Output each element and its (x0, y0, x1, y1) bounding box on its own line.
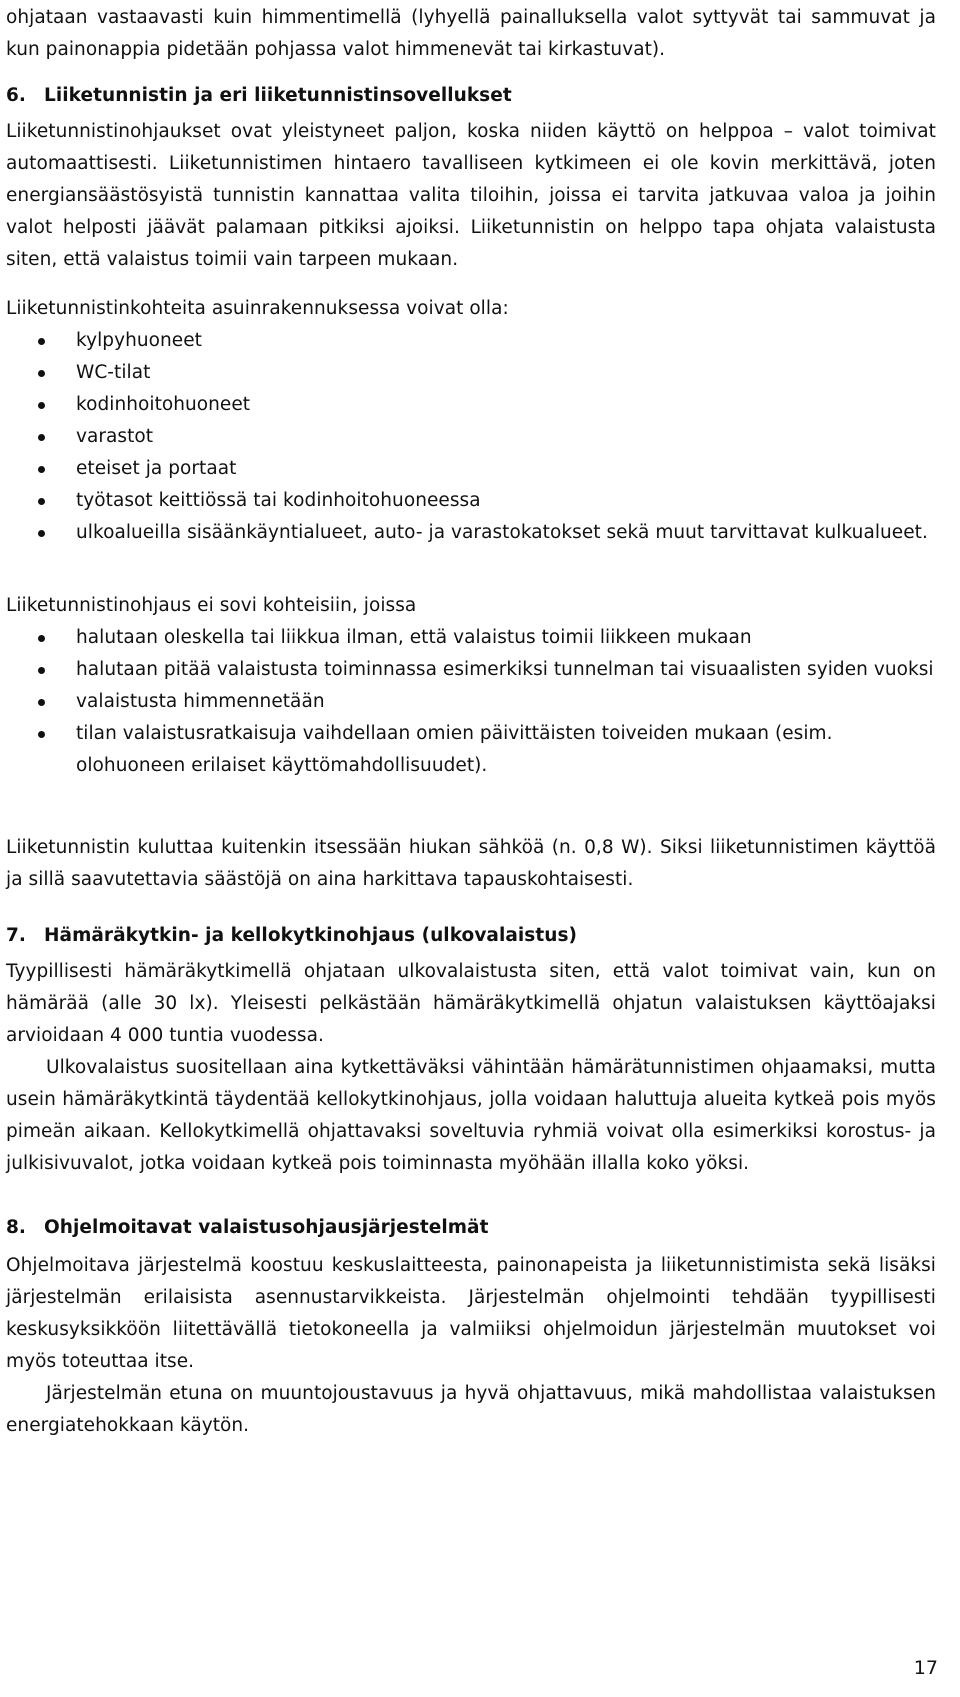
section-7-heading (6, 920, 936, 952)
list-item: WC-tilat (6, 357, 936, 389)
section-7-body (6, 956, 936, 1180)
section-8-heading (6, 1212, 936, 1244)
section-8-number: 8. (6, 1217, 27, 1238)
list-2 (6, 622, 936, 782)
section-8-title: Ohjelmoitavat valaistusohjausjärjestelmät (44, 1217, 489, 1238)
bullet-icon (38, 402, 45, 409)
section-6-heading (6, 80, 936, 112)
intro-paragraph: ohjataan vastaavasti kuin himmentimellä (lyhyellä painalluksella valot syttyvät tai sammuvat ja kun painonappia pidetään pohjassa valot himmenevät tai kirkastuvat). (6, 7, 936, 60)
section-6-number: 6. (6, 85, 27, 106)
section-7-paragraph-2: Ulkovalaistus suositellaan aina kytkettäväksi vähintään hämärätunnistimen ohjaamaksi, mutta usein hämäräkytkintä täydentää kellokytkinohjaus, jolla voidaan haluttuja alueita kytkeä pois myös pimeän aikaan. Kellokytkimellä ohjattavaksi soveltuvia ryhmiä voivat olla esimerkiksi korostus- ja julkisivuvalot, jotka voidaan kytkeä pois toiminnasta myöhään illalla koko yöksi. (6, 1057, 936, 1174)
list-2-intro: Liiketunnistinohjaus ei sovi kohteisiin, joissa (6, 595, 417, 616)
section-7-paragraph-1: Tyypillisesti hämäräkytkimellä ohjataan ulkovalaistusta siten, että valot toimivat vain, kun on hämärää (alle 30 lx). Yleisesti pelkästään hämäräkytkimellä ohjatun valaistuksen käyttöajaksi arvioidaan 4 000 tuntia vuodessa. (6, 961, 936, 1046)
bullet-icon (38, 635, 45, 642)
section-8-body (6, 1250, 936, 1442)
list-1 (6, 325, 936, 549)
list-item: tilan valaistusratkaisuja vaihdellaan omien päivittäisten toiveiden mukaan (esim. olohuoneen erilaiset käyttömahdollisuudet). (6, 718, 936, 782)
bullet-icon (38, 530, 45, 537)
section-6-list-1-block (6, 293, 936, 549)
bullet-icon (38, 498, 45, 505)
list-item: kodinhoitohuoneet (6, 389, 936, 421)
list-item: eteiset ja portaat (6, 453, 936, 485)
list-item: valaistusta himmennetään (6, 686, 936, 718)
section-7-title: Hämäräkytkin- ja kellokytkinohjaus (ulkovalaistus) (44, 925, 578, 946)
list-item: halutaan pitää valaistusta toiminnassa esimerkiksi tunnelman tai visuaalisten syiden vuoksi (6, 654, 936, 686)
list-1-intro: Liiketunnistinkohteita asuinrakennuksessa voivat olla: (6, 298, 509, 319)
section-8-paragraph-2: Järjestelmän etuna on muuntojoustavuus ja hyvä ohjattavuus, mikä mahdollistaa valaistuksen energiatehokkaan käytön. (6, 1383, 936, 1436)
section-6-paragraph-last: Liiketunnistin kuluttaa kuitenkin itsessään hiukan sähköä (n. 0,8 W). Siksi liiketunnistimen käyttöä ja sillä saavutettavia säästöjä on aina harkittava tapauskohtaisesti. (6, 837, 936, 890)
section-8-paragraph-1: Ohjelmoitava järjestelmä koostuu keskuslaitteesta, painonapeista ja liiketunnistimista sekä lisäksi järjestelmän erilaisista asennustarvikkeista. Järjestelmän ohjelmointi tehdään tyypillisesti keskusyksikköön liitettävällä tietokoneella ja valmiiksi ohjelmoidun järjestelmän muutokset voi myös toteuttaa itse. (6, 1255, 936, 1372)
section-6-paragraph-1: Liiketunnistinohjaukset ovat yleistyneet paljon, koska niiden käyttö on helppoa – valot toimivat automaattisesti. Liiketunnistimen hintaero tavalliseen kytkimeen ei ole kovin merkittävä, joten energiansäästösyistä tunnistin kannattaa valita tiloihin, joissa ei tarvita jatkuvaa valoa ja joihin valot helposti jäävät palamaan pitkiksi ajoiksi. Liiketunnistin on helppo tapa ohjata valaistusta siten, että valaistus toimii vain tarpeen mukaan. (6, 121, 936, 270)
section-6-list-2-block (6, 590, 936, 782)
list-item: kylpyhuoneet (6, 325, 936, 357)
bullet-icon (38, 731, 45, 738)
list-item: ulkoalueilla sisäänkäyntialueet, auto- ja varastokatokset sekä muut tarvittavat kulkualueet. (6, 517, 936, 549)
bullet-icon (38, 338, 45, 345)
section-6-body (6, 116, 936, 276)
bullet-icon (38, 370, 45, 377)
section-7-number: 7. (6, 925, 27, 946)
section-6-title: Liiketunnistin ja eri liiketunnistinsovellukset (44, 85, 512, 106)
bullet-icon (38, 699, 45, 706)
bullet-icon (38, 466, 45, 473)
list-item: halutaan oleskella tai liikkua ilman, että valaistus toimii liikkeen mukaan (6, 622, 936, 654)
list-item: varastot (6, 421, 936, 453)
bullet-icon (38, 667, 45, 674)
list-item: työtasot keittiössä tai kodinhoitohuoneessa (6, 485, 936, 517)
page-number: 17 (913, 1657, 938, 1679)
bullet-icon (38, 434, 45, 441)
section-6-closing (6, 832, 936, 896)
